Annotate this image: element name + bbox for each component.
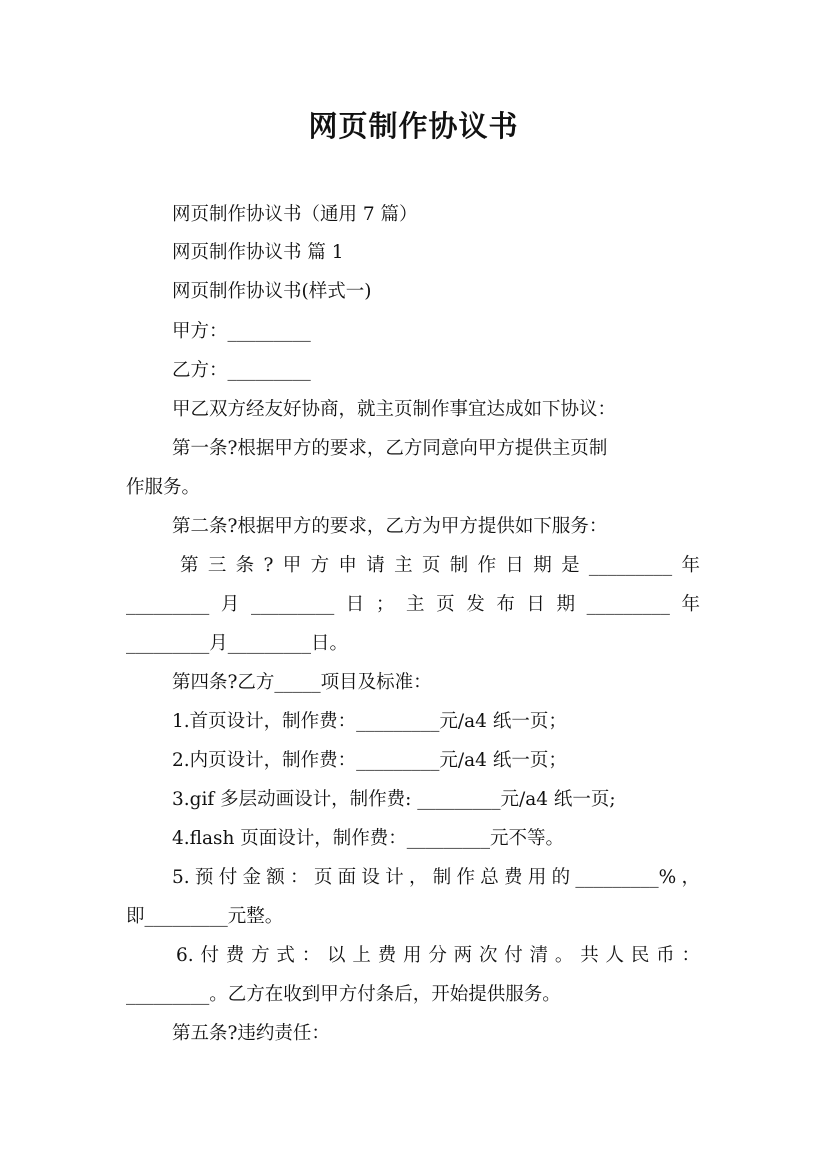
doc-line-article-2: 第二条?根据甲方的要求，乙方为甲方提供如下服务： xyxy=(172,516,608,537)
document-title: 网页制作协议书 xyxy=(308,109,519,143)
doc-line-item-3: 3.gif 多层动画设计，制作费: _________元/a4 纸一页; xyxy=(172,789,616,810)
doc-line-article-5: 第五条?违约责任： xyxy=(172,1023,330,1044)
doc-line-item-6-cont: _________。乙方在收到甲方付条后，开始提供服务。 xyxy=(126,984,561,1005)
doc-line-article-3-end: _________月_________日。 xyxy=(126,633,349,654)
doc-line-item-5: 5.预付金额：页面设计，制作总费用的_________%， xyxy=(172,867,700,888)
doc-line-article-4: 第四条?乙方_____项目及标准： xyxy=(172,672,432,693)
doc-line-article-1: 第一条?根据甲方的要求，乙方同意向甲方提供主页制 xyxy=(172,438,608,459)
doc-line-item-1: 1.首页设计，制作费：_________元/a4 纸一页； xyxy=(172,711,567,732)
doc-line-article-3-cont: _________月_________日；主页发布日期_________年 xyxy=(126,594,700,615)
doc-line-style-heading: 网页制作协议书(样式一) xyxy=(172,281,372,302)
doc-line-article-1-cont: 作服务。 xyxy=(126,477,201,498)
doc-line-party-b: 乙方：_________ xyxy=(172,360,311,381)
doc-line-preamble: 甲乙双方经友好协商，就主页制作事宜达成如下协议： xyxy=(172,399,617,420)
doc-line-item-2: 2.内页设计，制作费：_________元/a4 纸一页； xyxy=(172,750,567,771)
doc-line-item-6: 6.付费方式：以上费用分两次付清。共人民币： xyxy=(176,945,700,966)
doc-line-section-heading: 网页制作协议书 篇 1 xyxy=(172,242,344,263)
doc-line-item-5-cont: 即_________元整。 xyxy=(126,906,284,927)
doc-line-article-3: 第三条?甲方申请主页制作日期是_________年 xyxy=(180,555,700,576)
doc-line-subtitle: 网页制作协议书（通用 7 篇） xyxy=(172,204,418,225)
doc-line-item-4: 4.flash 页面设计，制作费：_________元不等。 xyxy=(172,828,565,849)
doc-line-party-a: 甲方：_________ xyxy=(172,321,311,342)
